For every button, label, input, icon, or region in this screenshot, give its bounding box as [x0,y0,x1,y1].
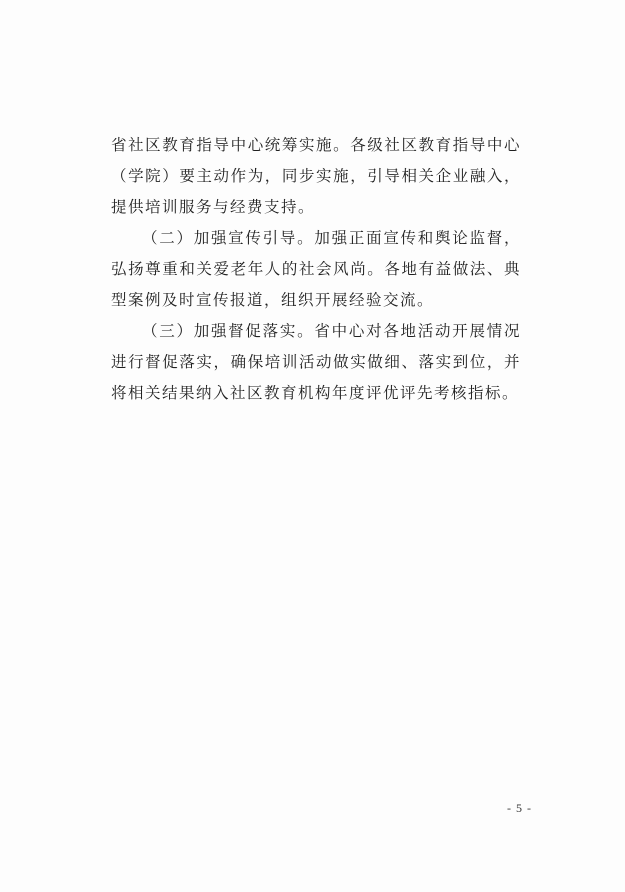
paragraph-continuation: 省社区教育指导中心统筹实施。各级社区教育指导中心（学院）要主动作为，同步实施，引导相关企业融入，提供培训服务与经费支持。 [111,136,521,216]
paragraph-publicity-guidance: （二）加强宣传引导。加强正面宣传和舆论监督，弘扬尊重和关爱老年人的社会风尚。各地有益做法、典型案例及时宣传报道，组织开展经验交流。 [111,229,521,309]
page-number: - 5 - [507,801,532,815]
document-body [111,130,521,409]
paragraph-supervision-implementation: （三）加强督促落实。省中心对各地活动开展情况进行督促落实，确保培训活动做实做细、落实到位，并将相关结果纳入社区教育机构年度评优评先考核指标。 [111,322,521,402]
